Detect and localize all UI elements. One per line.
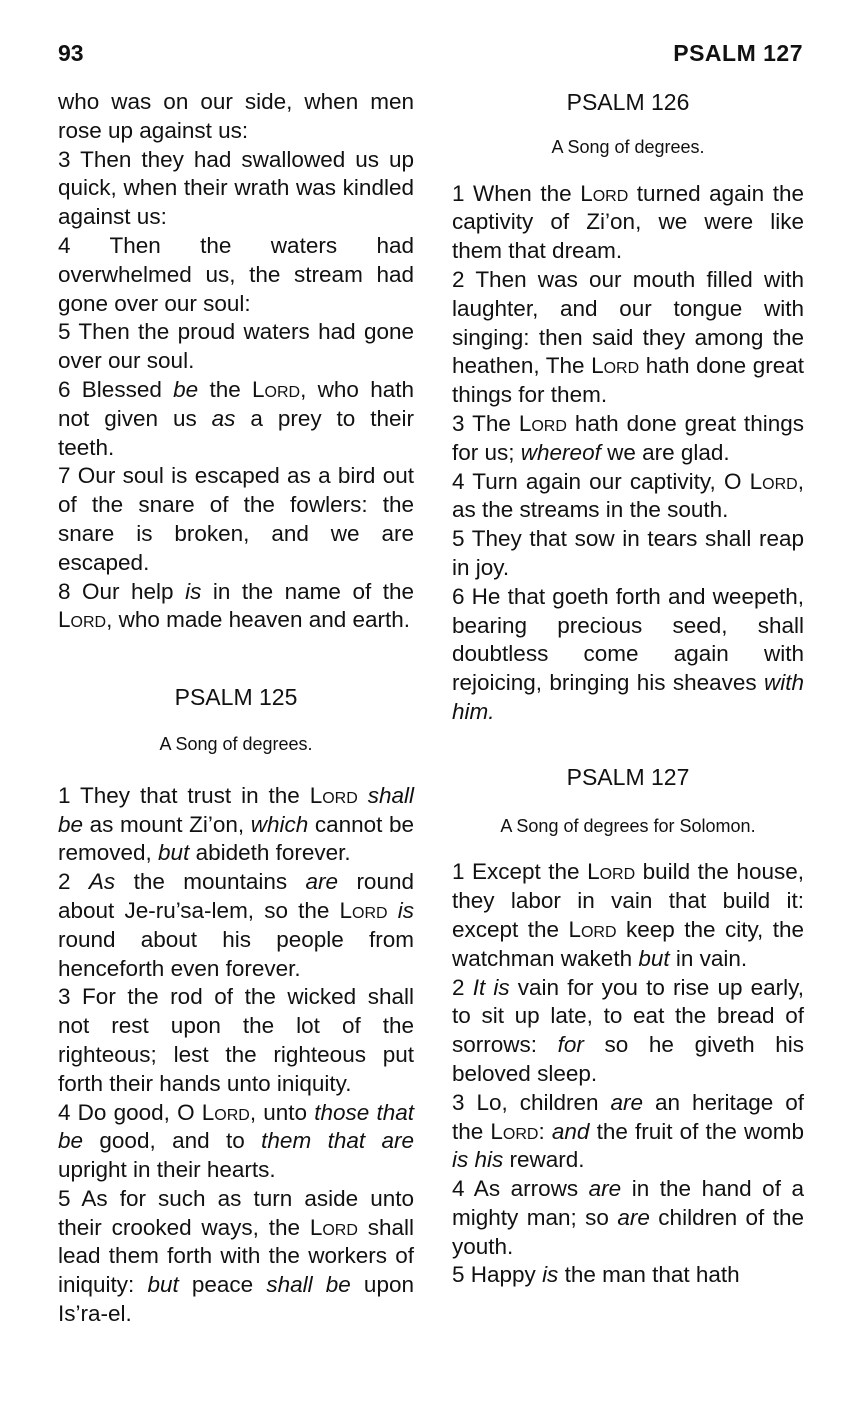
- text-run: abideth forever.: [189, 840, 351, 866]
- verse: [58, 578, 414, 636]
- italic-run: are: [617, 1204, 650, 1230]
- divine-name: Lord: [587, 859, 636, 885]
- divine-name: Lord: [580, 180, 629, 206]
- verse: [452, 410, 804, 468]
- text-run: 6 Blessed: [58, 376, 174, 402]
- left-column: [58, 88, 414, 1329]
- text-run: 2: [452, 974, 473, 1000]
- text-run: build the house, they labor in vain that build it: except the: [452, 859, 804, 942]
- divine-name: Lord: [490, 1118, 539, 1144]
- text-run: hath done great things for them.: [452, 353, 805, 408]
- italic-run: are: [305, 869, 339, 895]
- italic-run: are: [610, 1089, 644, 1115]
- text-run: in the name of the: [201, 578, 414, 604]
- text-run: hath done great things for us;: [452, 410, 804, 465]
- text-run: 1 They that trust in the: [58, 782, 310, 808]
- divine-name: Lord: [252, 376, 301, 402]
- text-run: the mountains: [115, 869, 306, 895]
- text-run: a prey to their teeth.: [58, 405, 414, 460]
- italic-run: is: [397, 897, 414, 923]
- psalm-127-verses: [452, 858, 804, 1290]
- text-run: 4 As arrows: [452, 1176, 589, 1202]
- text-run: 3 Lo, children: [452, 1089, 611, 1115]
- verse: [452, 1175, 804, 1261]
- psalm-125-superscription: A Song of degrees.: [159, 733, 313, 754]
- right-column: [452, 88, 804, 1290]
- psalm-127-title: PSALM 127: [566, 763, 690, 790]
- italic-run: them that are: [261, 1128, 414, 1154]
- psalm-127-superscription: A Song of degrees for Solomon.: [500, 815, 756, 836]
- italic-run: whereof: [520, 439, 601, 465]
- text-run: good, and to: [83, 1128, 262, 1154]
- italic-run: is: [185, 578, 202, 604]
- text-run: 4 Do good, O: [58, 1099, 202, 1125]
- psalm-126-superscription: A Song of degrees.: [551, 136, 705, 157]
- psalm-126-section: [452, 88, 804, 727]
- text-run: 5 As for such as turn aside unto their crooked ways, the: [58, 1185, 414, 1240]
- text-run: an heritage of the: [452, 1089, 805, 1144]
- text-run: 1 Except the: [452, 859, 588, 885]
- verse: [452, 266, 804, 410]
- text-run: vain for you to rise up early, to sit up late, to eat the bread of sorrows:: [452, 974, 804, 1058]
- text-run: 5 They that sow in tears shall reap in joy.: [452, 526, 804, 580]
- italic-run: be: [173, 376, 199, 402]
- psalm-127-section: [452, 763, 804, 1291]
- text-run: , unto: [249, 1099, 315, 1125]
- verse: [58, 88, 414, 146]
- verse: [452, 858, 804, 973]
- italic-run: but: [638, 945, 670, 971]
- text-run: [358, 783, 368, 808]
- verse: [58, 1185, 414, 1329]
- page-number: 93: [58, 40, 84, 66]
- text-run: , as the streams in the south.: [452, 468, 804, 523]
- text-run: :: [538, 1118, 552, 1144]
- psalm-125-title: PSALM 125: [174, 684, 298, 711]
- running-head: PSALM 127: [673, 40, 803, 66]
- text-run: 8 Our help: [58, 578, 186, 604]
- text-run: 3 Then they had swallowed us up quick, when their wrath was kindled against us:: [58, 146, 414, 230]
- verse: [58, 232, 414, 318]
- text-run: round about Je-ru’sa-lem, so the: [58, 869, 414, 923]
- italic-run: As: [88, 869, 116, 895]
- text-run: 4 Then the waters had overwhelmed us, the stream had gone over our soul:: [58, 232, 414, 316]
- text-run: 7 Our soul is escaped as a bird out of the snare of the fowlers: the snare is broken, and we are escaped.: [58, 463, 414, 575]
- text-run: upon Is’ra-el.: [58, 1272, 414, 1327]
- italic-run: are: [588, 1176, 622, 1202]
- verse: [452, 180, 804, 266]
- verse: [58, 146, 414, 232]
- verse: [452, 1089, 804, 1175]
- text-run: [388, 898, 398, 923]
- divine-name: Lord: [591, 353, 640, 379]
- text-run: children of the youth.: [452, 1204, 804, 1259]
- italic-run: with him.: [452, 670, 804, 724]
- divine-name: Lord: [309, 782, 358, 808]
- psalm-126-verses: [452, 180, 804, 727]
- verse: [452, 468, 804, 526]
- verse: [452, 525, 804, 583]
- verse: [58, 983, 414, 1098]
- italic-run: shall be: [266, 1272, 351, 1298]
- text-run: 3 The: [452, 410, 519, 436]
- verse: [58, 782, 414, 868]
- italic-run: but: [158, 840, 190, 866]
- verse: [58, 376, 414, 462]
- text-run: 6 He that goeth forth and weepeth, bearing precious seed, shall doubtless come again with rejoicing, bringing his sheaves: [452, 583, 804, 696]
- divine-name: Lord: [58, 607, 107, 633]
- psalm-125-section: [58, 683, 414, 1329]
- verse: [452, 1261, 804, 1290]
- psalm-126-title: PSALM 126: [566, 89, 690, 115]
- divine-name: Lord: [568, 916, 617, 942]
- text-run: , who hath not given us: [58, 376, 415, 431]
- psalm-125-verses: [58, 782, 414, 1329]
- text-run: who was on our side, when men rose up against us:: [58, 89, 414, 143]
- text-run: 2 Then was our mouth filled with laughter, and our tongue with singing: then said they among the heathen, The: [452, 266, 804, 379]
- italic-run: which: [250, 811, 309, 837]
- divine-name: Lord: [749, 468, 798, 494]
- italic-run: for: [557, 1032, 584, 1058]
- text-run: 4 Turn again our captivity, O: [452, 468, 750, 494]
- text-run: reward.: [503, 1147, 585, 1173]
- text-run: turned again the captivity of Zi’on, we were like them that dream.: [452, 180, 804, 264]
- text-run: shall lead them forth with the workers of iniquity:: [58, 1214, 414, 1298]
- text-run: 3 For the rod of the wicked shall not rest upon the lot of the righteous; lest the righteous put forth their hands unto iniquity.: [58, 984, 414, 1096]
- psalm-124-continuation: [58, 88, 414, 635]
- text-run: as mount Zi’on,: [83, 811, 251, 837]
- divine-name: Lord: [518, 410, 567, 436]
- text-run: , who made heaven and earth.: [106, 607, 411, 633]
- verse: [452, 974, 804, 1089]
- italic-run: and: [551, 1118, 590, 1144]
- text-run: in the hand of a mighty man; so: [452, 1176, 804, 1230]
- italic-run: those that be: [58, 1099, 414, 1154]
- text-run: peace: [178, 1272, 267, 1298]
- italic-run: It is: [472, 974, 510, 1000]
- italic-run: shall be: [58, 782, 414, 837]
- text-run: upright in their hearts.: [58, 1157, 276, 1183]
- text-run: the fruit of the womb: [589, 1118, 804, 1144]
- verse: [58, 1099, 414, 1185]
- text-run: 1 When the: [452, 180, 581, 206]
- text-run: the man that hath: [558, 1262, 740, 1288]
- text-run: 2: [58, 869, 89, 895]
- verse: [58, 868, 414, 983]
- text-run: 5 Happy: [452, 1262, 543, 1288]
- text-run: 5 Then the proud waters had gone over our soul.: [58, 319, 414, 374]
- text-run: keep the city, the watchman waketh: [452, 916, 805, 971]
- text-run: the: [198, 376, 253, 402]
- verse: [452, 583, 804, 727]
- verse: [58, 318, 414, 376]
- text-run: in vain.: [669, 945, 748, 971]
- text-run: we are glad.: [600, 439, 730, 465]
- italic-run: is his: [452, 1147, 504, 1173]
- italic-run: is: [542, 1262, 559, 1288]
- divine-name: Lord: [309, 1214, 358, 1240]
- verse: [58, 462, 414, 577]
- divine-name: Lord: [201, 1099, 250, 1125]
- italic-run: as: [211, 405, 236, 431]
- text-run: so he giveth his beloved sleep.: [452, 1032, 804, 1086]
- divine-name: Lord: [339, 897, 388, 923]
- italic-run: but: [147, 1272, 179, 1298]
- text-run: cannot be removed,: [58, 811, 414, 866]
- text-run: round about his people from henceforth even forever.: [58, 926, 414, 981]
